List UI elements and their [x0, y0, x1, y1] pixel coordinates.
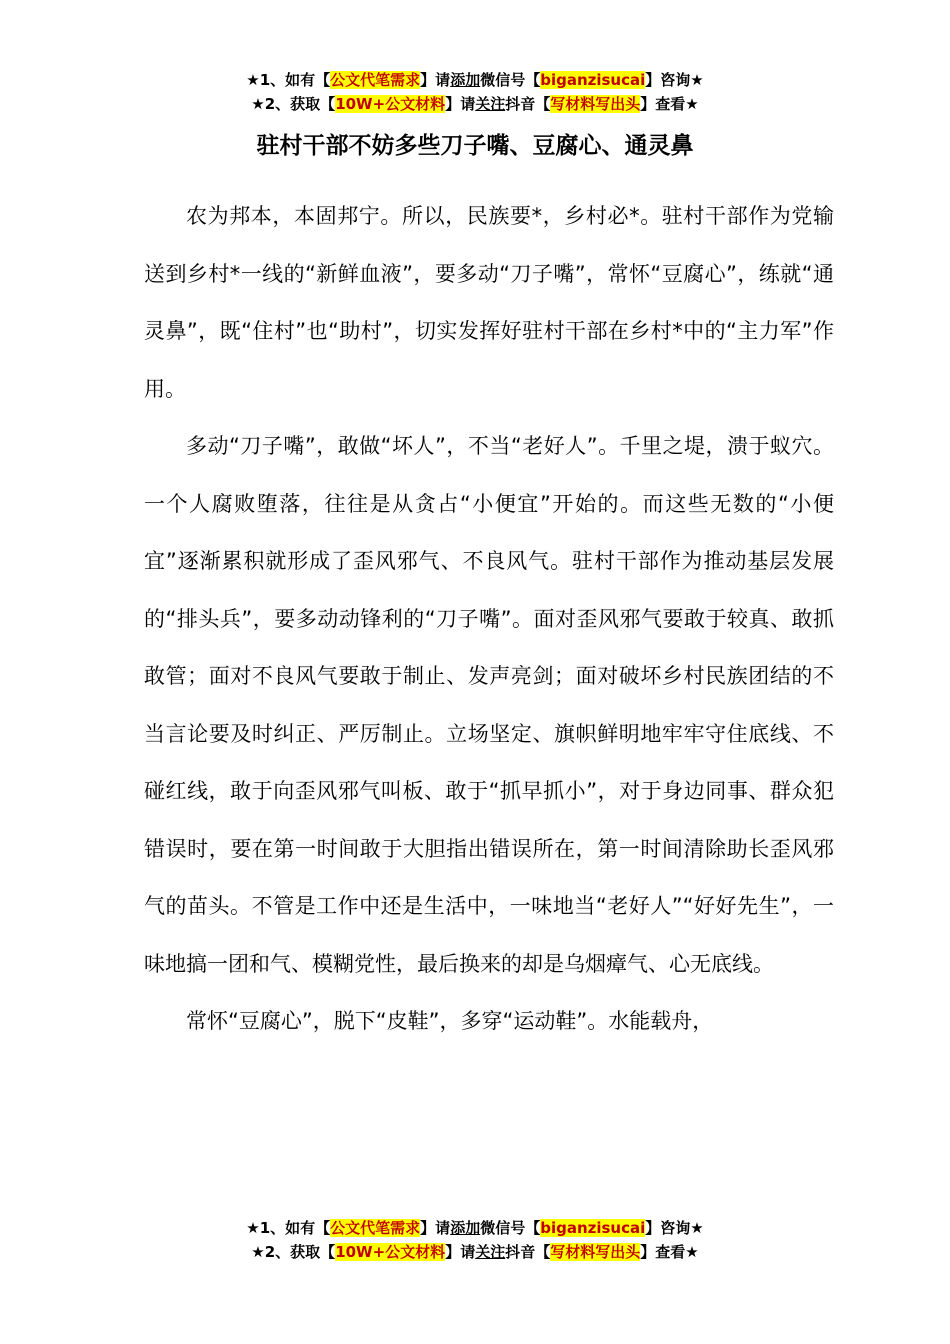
footer-banner	[0, 1216, 950, 1264]
banner-highlight: 写材料写出头	[550, 95, 641, 113]
banner-text: 】请	[420, 71, 451, 89]
banner-highlight: biganzisucai	[540, 1219, 646, 1237]
banner-text: 抖音【	[505, 95, 551, 113]
banner-text: 】查看★	[640, 95, 699, 113]
banner-underline: 关注	[475, 95, 506, 113]
banner-line-2	[0, 1240, 950, 1264]
banner-underline: 添加	[450, 1219, 481, 1237]
paragraph: 农为邦本，本固邦宁。所以，民族要*，乡村必*。驻村干部作为党输送到乡村*一线的“新鲜血液”，要多动“刀子嘴”，常怀“豆腐心”，练就“通灵鼻”，既“住村”也“助村”，切实发挥好驻村干部在乡村*中的“主力军”作用。	[144, 204, 834, 401]
banner-text: 】请	[445, 1243, 476, 1261]
banner-highlight: 公文代笔需求	[330, 71, 421, 89]
banner-text: 微信号【	[480, 1219, 541, 1237]
banner-text: 抖音【	[505, 1243, 551, 1261]
paragraph: 多动“刀子嘴”，敢做“坏人”，不当“老好人”。千里之堤，溃于蚁穴。一个人腐败堕落，往往是从贪占“小便宜”开始的。而这些无数的“小便宜”逐渐累积就形成了歪风邪气、不良风气。驻村干部作为推动基层发展的“排头兵”，要多动动锋利的“刀子嘴”。面对歪风邪气要敢于较真、敢抓敢管；面对不良风气要敢于制止、发声亮剑；面对破坏乡村民族团结的不当言论要及时纠正、严厉制止。立场坚定、旗帜鲜明地牢牢守住底线、不碰红线，敢于向歪风邪气叫板、敢于“抓早抓小”，对于身边同事、群众犯错误时，要在第一时间敢于大胆指出错误所在，第一时间清除助长歪风邪气的苗头。不管是工作中还是生活中，一味地当“老好人”“好好先生”，一味地搞一团和气、模糊党性，最后换来的却是乌烟瘴气、心无底线。	[144, 434, 834, 976]
banner-text: 】请	[420, 1219, 451, 1237]
banner-highlight: 10W+公文材料	[335, 1243, 446, 1261]
banner-text: 】查看★	[640, 1243, 699, 1261]
banner-text: ★2、获取【	[251, 95, 336, 113]
banner-highlight: 公文代笔需求	[330, 1219, 421, 1237]
banner-text: ★2、获取【	[251, 1243, 336, 1261]
banner-highlight: 写材料写出头	[550, 1243, 641, 1261]
banner-line-2	[0, 92, 950, 116]
document-title: 驻村干部不妨多些刀子嘴、豆腐心、通灵鼻	[256, 133, 694, 159]
header-banner	[0, 68, 950, 116]
banner-text: ★1、如有【	[246, 1219, 331, 1237]
banner-text: ★1、如有【	[246, 71, 331, 89]
banner-underline: 添加	[450, 71, 481, 89]
banner-text: 】咨询★	[645, 1219, 704, 1237]
paragraph: 常怀“豆腐心”，脱下“皮鞋”，多穿“运动鞋”。水能载舟，	[186, 1009, 714, 1033]
banner-line-1	[0, 68, 950, 92]
document-body	[144, 188, 834, 1051]
banner-highlight: 10W+公文材料	[335, 95, 446, 113]
banner-text: 】请	[445, 95, 476, 113]
banner-text: 微信号【	[480, 71, 541, 89]
banner-underline: 关注	[475, 1243, 506, 1261]
banner-highlight: biganzisucai	[540, 71, 646, 89]
banner-line-1	[0, 1216, 950, 1240]
banner-text: 】咨询★	[645, 71, 704, 89]
